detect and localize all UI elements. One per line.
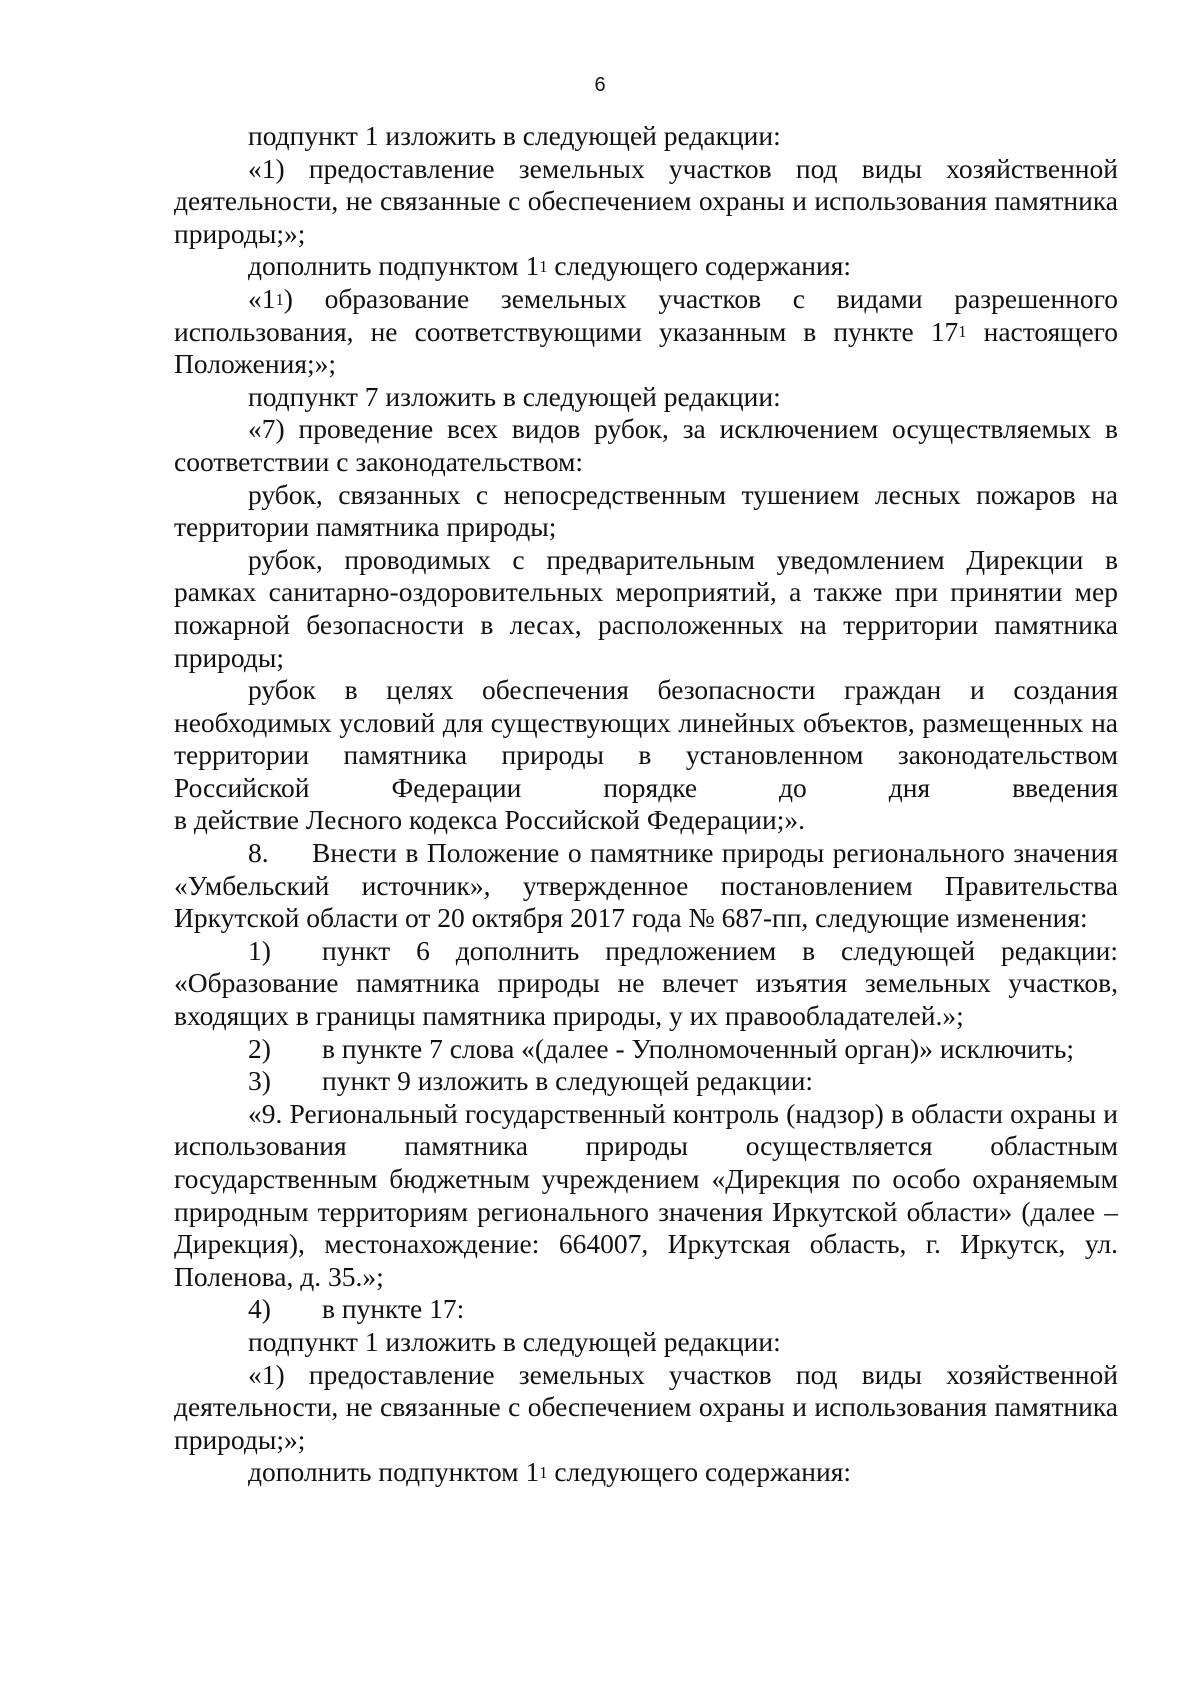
paragraph: подпункт 1 изложить в следующей редакции: — [248, 120, 781, 151]
paragraph: «7) проведение всех видов рубок, за исключением осуществляемых в соответствии с законодательством: — [174, 413, 1118, 477]
item-number: 3) — [248, 1065, 271, 1097]
paragraph: дополнить подпунктом $1^1$ следующего содержания: — [248, 250, 852, 282]
paragraph: рубок, связанных с непосредственным тушением лесных пожаров на территории памятника природы; — [174, 478, 1118, 543]
item-number: 8. — [248, 837, 269, 869]
paragraph: «9. Региональный государственный контроль (надзор) в области охраны и использования памятника природы осуществляется областным государственным бюджетным учреждением «Дирекция по особо охраняемым природным территориям регионального значения Иркутской области» (далее – Дирекция), местонахождение: 664007, Иркутская область, г. Иркутск, ул. Поленова, д. 35.»; — [174, 1097, 1118, 1292]
paragraph: «1) предоставление земельных участков под виды хозяйственной деятельности, не связанные с обеспечением охраны и использования памятника природы;»; — [174, 1358, 1118, 1455]
numbered-paragraph: 4) в пункте 17: — [248, 1293, 465, 1325]
paragraph: рубок в целях обеспечения безопасности граждан и создания необходимых условий для существующих линейных объектов, размещенных на территории памятника природы в установленном законодательством Российской Федерации порядке до дня введения — [174, 674, 1118, 803]
item-number: 4) — [248, 1293, 271, 1325]
superscript: 1 — [539, 257, 548, 277]
paragraph: в действие Лесного кодекса Российской Федерации;». — [174, 804, 805, 836]
paragraph: рубок, проводимых с предварительным уведомлением Дирекции в рамках санитарно-оздоровительных мероприятий, а также при принятии мер пожарной безопасности в лесах, расположенных на территории памятника природы; — [174, 543, 1118, 673]
numbered-paragraph: 2) в пункте 7 слова «(далее - Уполномоченный орган)» исключить; — [248, 1032, 1075, 1064]
document-body — [174, 120, 1118, 1489]
item-number: 2) — [248, 1032, 271, 1064]
item-number: 1) — [248, 934, 271, 966]
superscript: 1 — [275, 289, 284, 309]
paragraph: «$1^1$) образование земельных участков с видами разрешенного использования, не соответствующими указанным в пункте $17^1$ настоящего Положения;»; — [174, 282, 1118, 380]
superscript: 1 — [958, 322, 967, 342]
paragraph: подпункт 1 изложить в следующей редакции: — [248, 1325, 781, 1357]
paragraph: «1) предоставление земельных участков под виды хозяйственной деятельности, не связанные с обеспечением охраны и использования памятника природы;»; — [174, 152, 1118, 249]
page-number: 6 — [594, 74, 606, 96]
numbered-paragraph: 3) пункт 9 изложить в следующей редакции: — [248, 1065, 814, 1097]
numbered-paragraph: 1) пункт 6 дополнить предложением в следующей редакции: «Образование памятника природы не влечет изъятия земельных участков, входящих в границы памятника природы, у их правообладателей.»; — [174, 934, 1118, 1032]
paragraph: подпункт 7 изложить в следующей редакции: — [248, 380, 781, 412]
numbered-paragraph: 8. Внести в Положение о памятнике природы регионального значения «Умбельский источник», утвержденное постановлением Правительства Иркутской области от 20 октября 2017 года № 687-пп, следующие изменения: — [174, 837, 1118, 934]
paragraph: дополнить подпунктом $1^1$ следующего содержания: — [248, 1456, 852, 1488]
superscript: 1 — [539, 1463, 548, 1483]
